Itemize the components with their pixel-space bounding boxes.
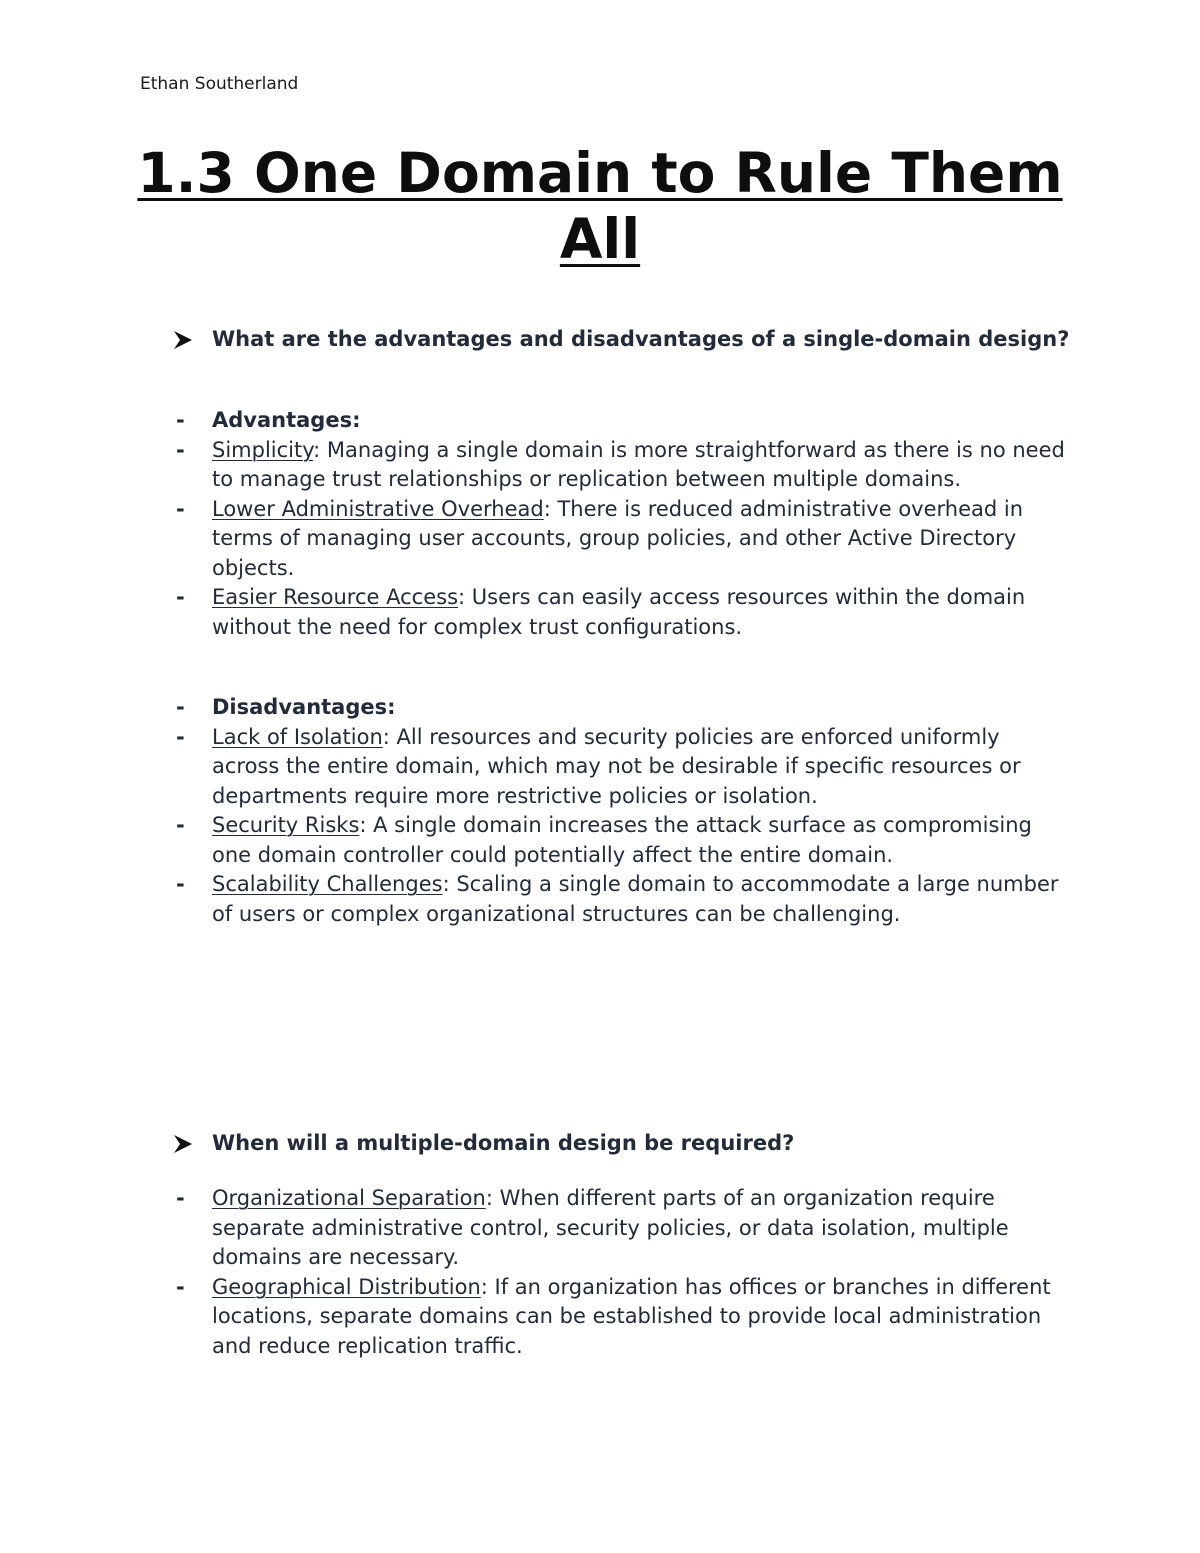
disadvantages-heading: Disadvantages: [212, 695, 396, 719]
question-text: What are the advantages and disadvantages of a single-domain design? [212, 327, 1070, 351]
list-item [176, 1184, 1072, 1273]
term-label: Easier Resource Access [212, 585, 459, 609]
term-description: : There is reduced administrative overhead in terms of managing user accounts, group policies, and other Active Directory objects. [212, 496, 1024, 580]
term-description: : A single domain increases the attack surface as compromising one domain controller could potentially affect the entire domain. [212, 813, 1032, 867]
dash-bullet: - [176, 437, 185, 462]
term-label: Lower Administrative Overhead [212, 496, 544, 521]
term-label: Simplicity [212, 437, 314, 462]
dash-bullet: - [176, 1186, 185, 1210]
term-label: Security Risks [212, 813, 360, 837]
term-label: Geographical Distribution [212, 1274, 481, 1299]
term-label: Organizational Separation [212, 1186, 486, 1210]
list-item [176, 870, 1072, 929]
term-label: Scalability Challenges [212, 872, 443, 896]
dash-bullet: - [176, 724, 185, 749]
dash-bullet: - [176, 1274, 185, 1299]
term-description: : Scaling a single domain to accommodate a large number of users or complex organizational structures can be challenging. [212, 872, 1059, 926]
list-item [176, 495, 1072, 584]
term-label: Lack of Isolation [212, 724, 383, 749]
dash-bullet: - [176, 872, 185, 896]
list-item [176, 583, 1072, 642]
list-item [176, 693, 1072, 723]
author-name: Ethan Southerland [140, 74, 299, 94]
list-item [176, 406, 1072, 436]
term-description: : If an organization has offices or branches in different locations, separate domains can be established to provide local administration and reduce replication traffic. [212, 1274, 1051, 1358]
list-item [176, 436, 1072, 495]
dash-bullet: - [176, 496, 185, 521]
disadvantages-list [176, 693, 1072, 929]
page-title: 1.3 One Domain to Rule Them All [137, 141, 1063, 271]
arrowhead-bullet-icon [172, 1134, 194, 1154]
question-multiple-domain [212, 1130, 1072, 1157]
dash-bullet: - [176, 585, 185, 609]
dash-bullet: - [176, 695, 185, 719]
question-single-domain [212, 326, 1072, 353]
term-description: : When different parts of an organization require separate administrative control, security policies, or data isolation, multiple domains are necessary. [212, 1186, 1009, 1269]
list-item [176, 811, 1072, 870]
question-text: When will a multiple-domain design be required? [212, 1131, 795, 1155]
multiple-domain-list [176, 1184, 1072, 1361]
term-description: : All resources and security policies are enforced uniformly across the entire domain, which may not be desirable if specific resources or departments require more restrictive policies or isolation. [212, 724, 1021, 808]
list-item [176, 723, 1072, 812]
advantages-list [176, 406, 1072, 642]
advantages-heading: Advantages: [212, 408, 361, 432]
dash-bullet: - [176, 813, 185, 837]
list-item [176, 1273, 1072, 1362]
arrowhead-bullet-icon [172, 330, 194, 350]
term-description: : Users can easily access resources within the domain without the need for complex trust configurations. [212, 585, 1026, 639]
dash-bullet: - [176, 408, 185, 432]
term-description: : Managing a single domain is more straightforward as there is no need to manage trust relationships or replication between multiple domains. [212, 437, 1065, 491]
